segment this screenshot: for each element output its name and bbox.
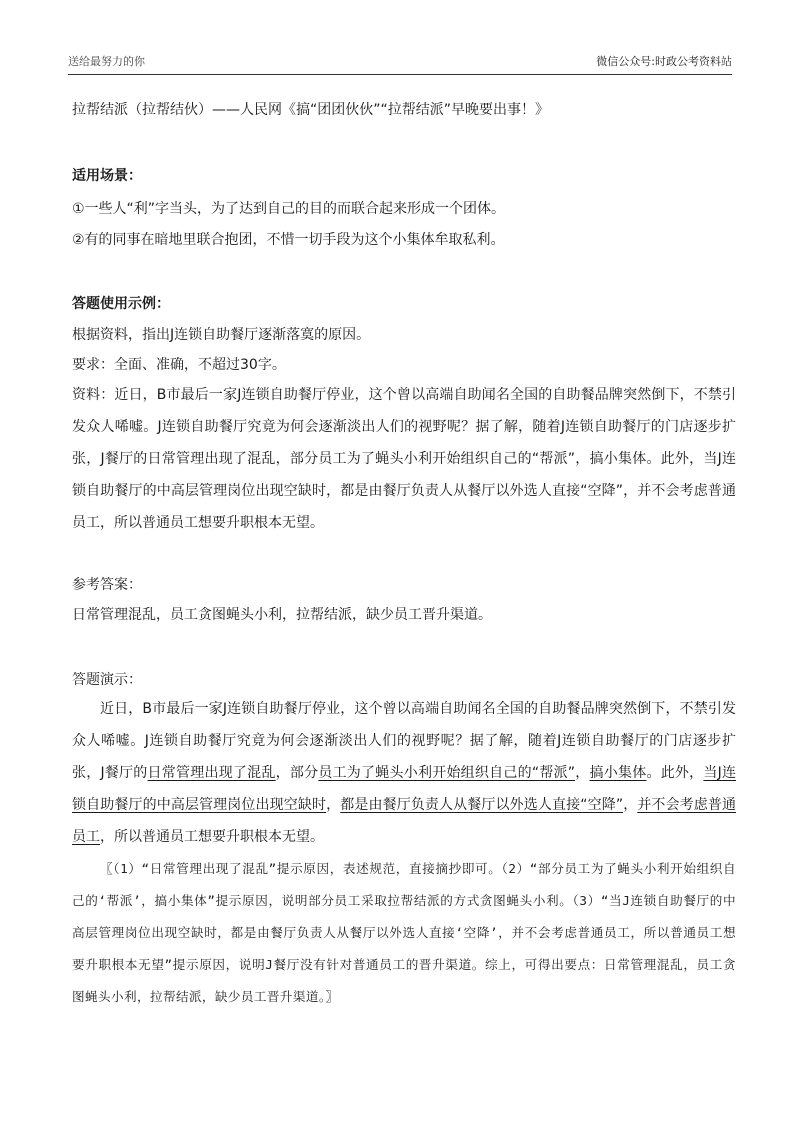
demo-underlined-segment: 并不会考虑普通员工 (72, 797, 737, 845)
demo-segment: ， (326, 797, 341, 813)
demo-heading: 答题演示： (72, 672, 142, 688)
header-right-text: 微信公众号:时政公考资料站 (596, 55, 732, 68)
demo-underlined-segment: 日常管理出现了混乱 (147, 765, 276, 781)
demo-paragraph (72, 693, 736, 853)
answer-text: 日常管理混乱，员工贪图蝇头小利，拉帮结派，缺少员工晋升渠道。 (72, 607, 492, 623)
demo-underlined-segment: 搞小集体 (589, 765, 647, 781)
demo-segment: 近日，B市最后一家J连锁自助餐厅停业，这个曾以高端自助闻名全国的自助餐品牌突然倒下，不禁引发众人唏嘘。J连锁自助餐厅究竟为何会逐渐淡出人们的视野呢？据了解，随着J连锁自助餐厅的门店逐步扩张，J餐厅的 (72, 701, 736, 781)
demo-underlined-segment: 都是由餐厅负责人从餐厅以外选人直接“空降” (340, 797, 624, 813)
scenario-item-2: ②有的同事在暗地里联合抱团，不惜一切手段为这个小集体牟取私利。 (72, 232, 505, 248)
page-header (68, 52, 732, 75)
demo-segment: ， (623, 797, 638, 813)
demo-segment: ，部分 (275, 765, 319, 781)
example-heading: 答题使用示例： (72, 296, 170, 312)
demo-segment: ，所以普通员工想要升职根本无望。 (100, 829, 324, 845)
header-left-text: 送给最努力的你 (68, 55, 145, 68)
demo-explanation-note: 〖（1）“日常管理出现了混乱”提示原因，表述规范，直接摘抄即可。（2）“部分员工为了蝇头小利开始组织自己的‘帮派’，搞小集体”提示原因，说明部分员工采取拉帮结派的方式贪图蝇头小利。（3）“当J连锁自助餐厅的中高层管理岗位出现空缺时，都是由餐厅负责人从餐厅以外选人直接‘空降’，并不会考虑普通员工，所以普通员工想要升职根本无望”提示原因，说明J餐厅没有针对普通员工的晋升渠道。综上，可得出要点：日常管理混乱，员工贪图蝇头小利，拉帮结派，缺少员工晋升渠道。〗 (72, 861, 736, 1004)
example-requirement: 要求：全面、准确，不超过30字。 (72, 357, 286, 373)
demo-underlined-segment: 员工为了蝇头小利开始组织自己的“帮派” (318, 765, 576, 781)
document-title: 拉帮结派（拉帮结伙）——人民网《搞“团团伙伙”“拉帮结派”早晚要出事！》 (72, 102, 550, 118)
example-material: 资料：近日，B市最后一家J连锁自助餐厅停业，这个曾以高端自助闻名全国的自助餐品牌突然倒下，不禁引发众人唏嘘。J连锁自助餐厅究竟为何会逐渐淡出人们的视野呢？据了解，随着J连锁自助餐厅的门店逐步扩张，J餐厅的日常管理出现了混乱，部分员工为了蝇头小利开始组织自己的“帮派”，搞小集体。此外，当J连锁自助餐厅的中高层管理岗位出现空缺时，都是由餐厅负责人从餐厅以外选人直接“空降”，并不会考虑普通员工，所以普通员工想要升职根本无望。 (72, 387, 736, 531)
demo-segment: 。此外， (646, 765, 704, 781)
demo-segment: ， (575, 765, 590, 781)
scenarios-heading: 适用场景： (72, 168, 142, 184)
example-question: 根据资料，指出J连锁自助餐厅逐渐落寞的原因。 (72, 327, 371, 343)
demo-underlined-segment: 当J连锁自助餐厅的中高层管理岗位出现空缺时 (72, 765, 737, 813)
answer-heading: 参考答案： (72, 577, 142, 593)
scenario-item-1: ①一些人“利”字当头，为了达到自己的目的而联合起来形成一个团体。 (72, 201, 506, 217)
